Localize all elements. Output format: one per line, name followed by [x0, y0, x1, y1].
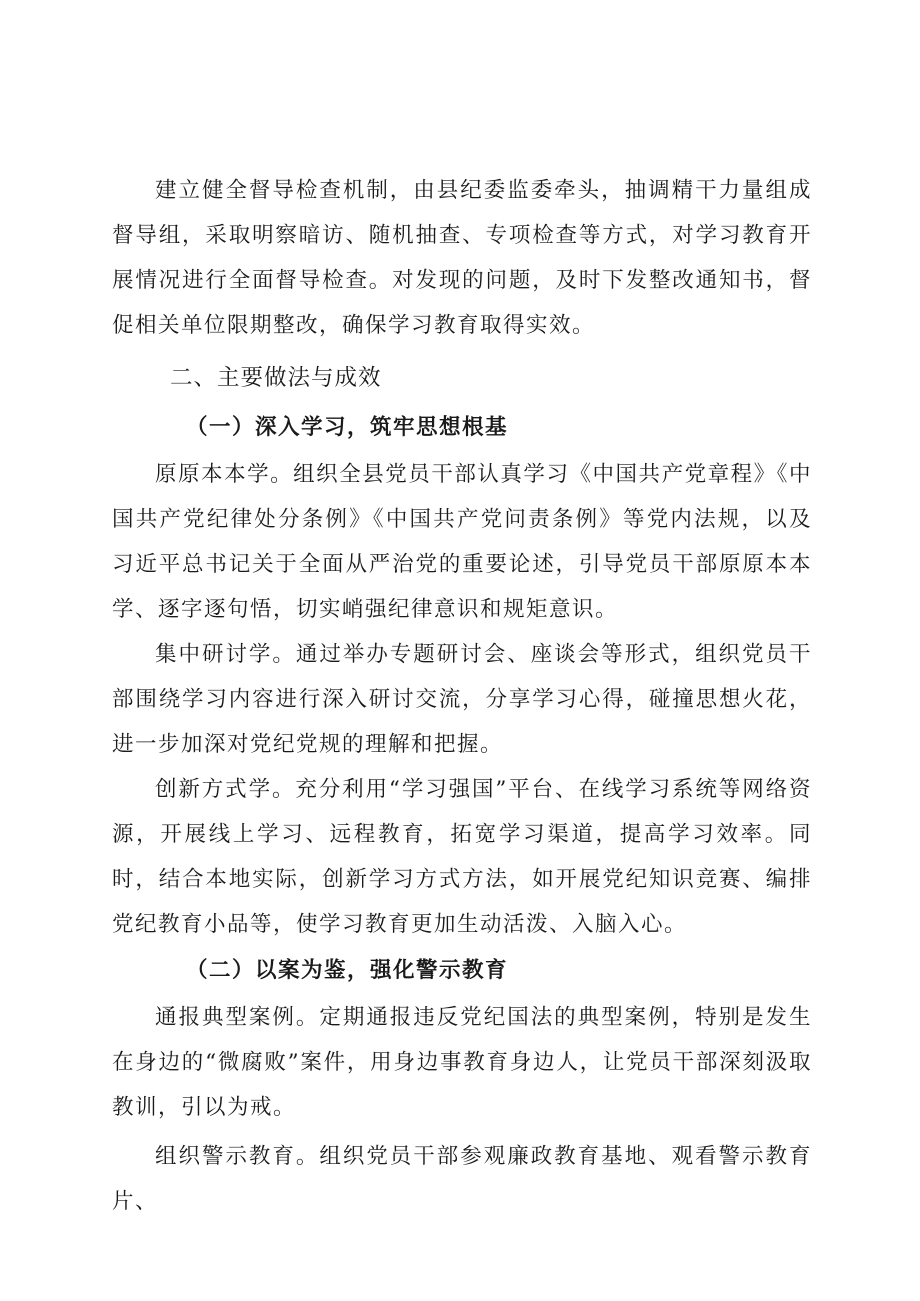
subsection-heading-warning-education: （二）以案为鉴，强化警示教育 [186, 958, 509, 983]
paragraph-original-study: 原原本本学。组织全县党员干部认真学习《中国共产党章程》《中国共产党纪律处分条例》《中国共产党问责条例》等党内法规，以及习近平总书记关于全面从严治党的重要论述，引导党员干部原原本本学、逐字逐句悟，切实峭强纪律意识和规矩意识。 [112, 462, 812, 622]
paragraph-group-discussion: 集中研讨学。通过举办专题研讨会、座谈会等形式，组织党员干部围绕学习内容进行深入研讨交流，分享学习心得，碰撞思想火花，进一步加深对党纪党规的理解和把握。 [112, 642, 812, 757]
paragraph-innovative-study: 创新方式学。充分利用“学习强国”平台、在线学习系统等网络资源，开展线上学习、远程教育，拓宽学习渠道，提高学习效率。同时，结合本地实际，创新学习方式方法，如开展党纪知识竞赛、编排党纪教育小品等，使学习教育更加生动活泼、入脑入心。 [112, 777, 812, 937]
section-heading-main-practices: 二、主要做法与成效 [170, 365, 382, 391]
paragraph-supervision: 建立健全督导检查机制，由县纪委监委牵头，抽调精干力量组成督导组，采取明察暗访、随机抽查、专项检查等方式，对学习教育开展情况进行全面督导检查。对发现的问题，及时下发整改通知书，督促相关单位限期整改，确保学习教育取得实效。 [112, 178, 812, 338]
paragraph-warning-education: 组织警示教育。组织党员干部参观廉政教育基地、观看警示教育片、 [112, 1144, 812, 1214]
paragraph-typical-cases: 通报典型案例。定期通报违反党纪国法的典型案例，特别是发生在身边的“微腐败”案件，用身边事教育身边人，让党员干部深刻汲取教训，引以为戒。 [112, 1005, 812, 1120]
subsection-heading-deep-study: （一）深入学习，筑牢思想根基 [186, 415, 509, 440]
document-body [112, 168, 812, 1224]
